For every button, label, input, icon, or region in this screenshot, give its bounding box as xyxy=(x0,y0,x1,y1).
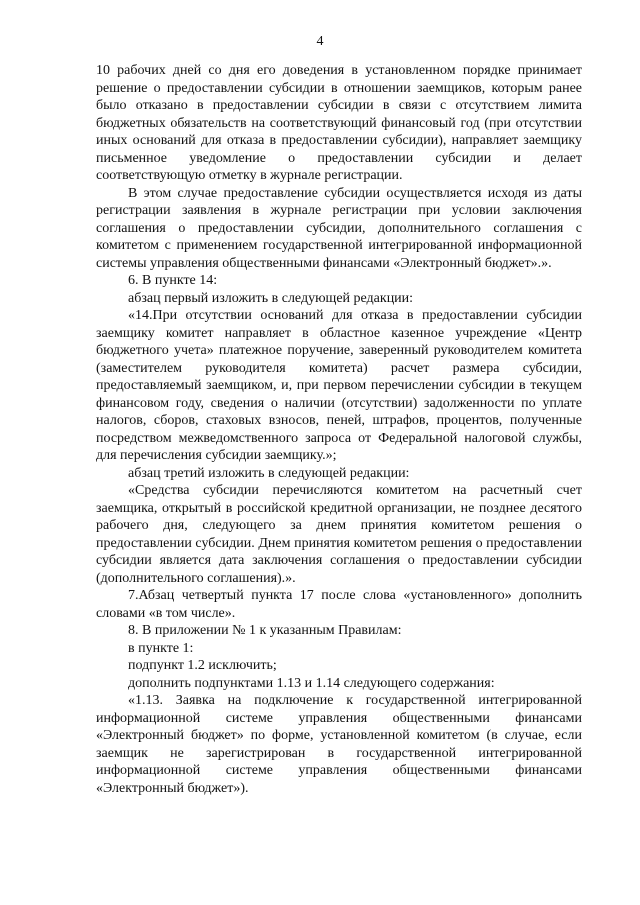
paragraph-quote-1-13: «1.13. Заявка на подключение к государственной интегрированной информационной системе управления общественными финансами «Электронный бюджет» по форме, установленной комитетом (в случае, если заемщик не зарегистрирован в государственной интегрированной информационной системе управления общественными финансами «Электронный бюджет»). xyxy=(96,693,582,796)
paragraph-point-1: в пункте 1: xyxy=(128,640,194,656)
page-number: 4 xyxy=(316,34,324,49)
paragraph-continuation: 10 рабочих дней со дня его доведения в установленном порядке принимает решение о предоставлении субсидии в отношении заемщиков, которым ранее было отказано в предоставлении субсидии в связи с отсутствием лимита бюджетных обязательств на соответствующий финансовый год (при отсутствии иных оснований для отказа в предоставлении субсидии), направляет заемщику письменное уведомление о предоставлении субсидии и делает соответствующую отметку в журнале регистрации. xyxy=(96,63,582,183)
paragraph-third-abzac: абзац третий изложить в следующей редакции: xyxy=(128,465,410,481)
paragraph-quote-funds: «Средства субсидии перечисляются комитетом на расчетный счет заемщика, открытый в российской кредитной организации, не позднее десятого рабочего дня, следующего за днем принятия комитетом решения о предоставлении субсидии. Днем принятия комитетом решения о предоставлении субсидии является дата заключения соглашения о предоставлении субсидии (дополнительного соглашения).». xyxy=(96,483,582,586)
paragraph-item-8: 8. В приложении № 1 к указанным Правилам: xyxy=(128,623,402,638)
paragraph-registration-case: В этом случае предоставление субсидии осуществляется исходя из даты регистрации заявления в журнале регистрации при условии заключения соглашения о предоставлении субсидии, дополнительного соглашения с комитетом с применением государственной интегрированной информационной системы управления общественными финансами «Электронный бюджет».». xyxy=(96,185,582,271)
paragraph-quote-14: «14.При отсутствии оснований для отказа в предоставлении субсидии заемщику комитет направляет в областное казенное учреждение «Центр бюджетного учета» платежное поручение, заверенный руководителем комитета (заместителем руководителя комитета) расчет размера субсидии, предоставляемый заемщиком, и, при первом перечислении субсидии в текущем финансовом году, сведения о наличии (отсутствии) задолженности по уплате налогов, сборов, стаховых взносов, пеней, штрафов, процентов, полученные посредством межведомственного запроса от Федеральной налоговой службы, для перечисления субсидии заемщику.»; xyxy=(96,308,582,463)
paragraph-item-7: 7.Абзац четвертый пункта 17 после слова «установленного» дополнить словами «в том числе». xyxy=(96,588,582,621)
document-body xyxy=(96,62,582,797)
paragraph-subpoint-1-2: подпункт 1.2 исключить; xyxy=(128,658,277,673)
paragraph-add-subpoints: дополнить подпунктами 1.13 и 1.14 следующего содержания: xyxy=(128,675,495,691)
paragraph-item-6: 6. В пункте 14: xyxy=(128,273,218,288)
paragraph-first-abzac: абзац первый изложить в следующей редакции: xyxy=(128,290,414,306)
